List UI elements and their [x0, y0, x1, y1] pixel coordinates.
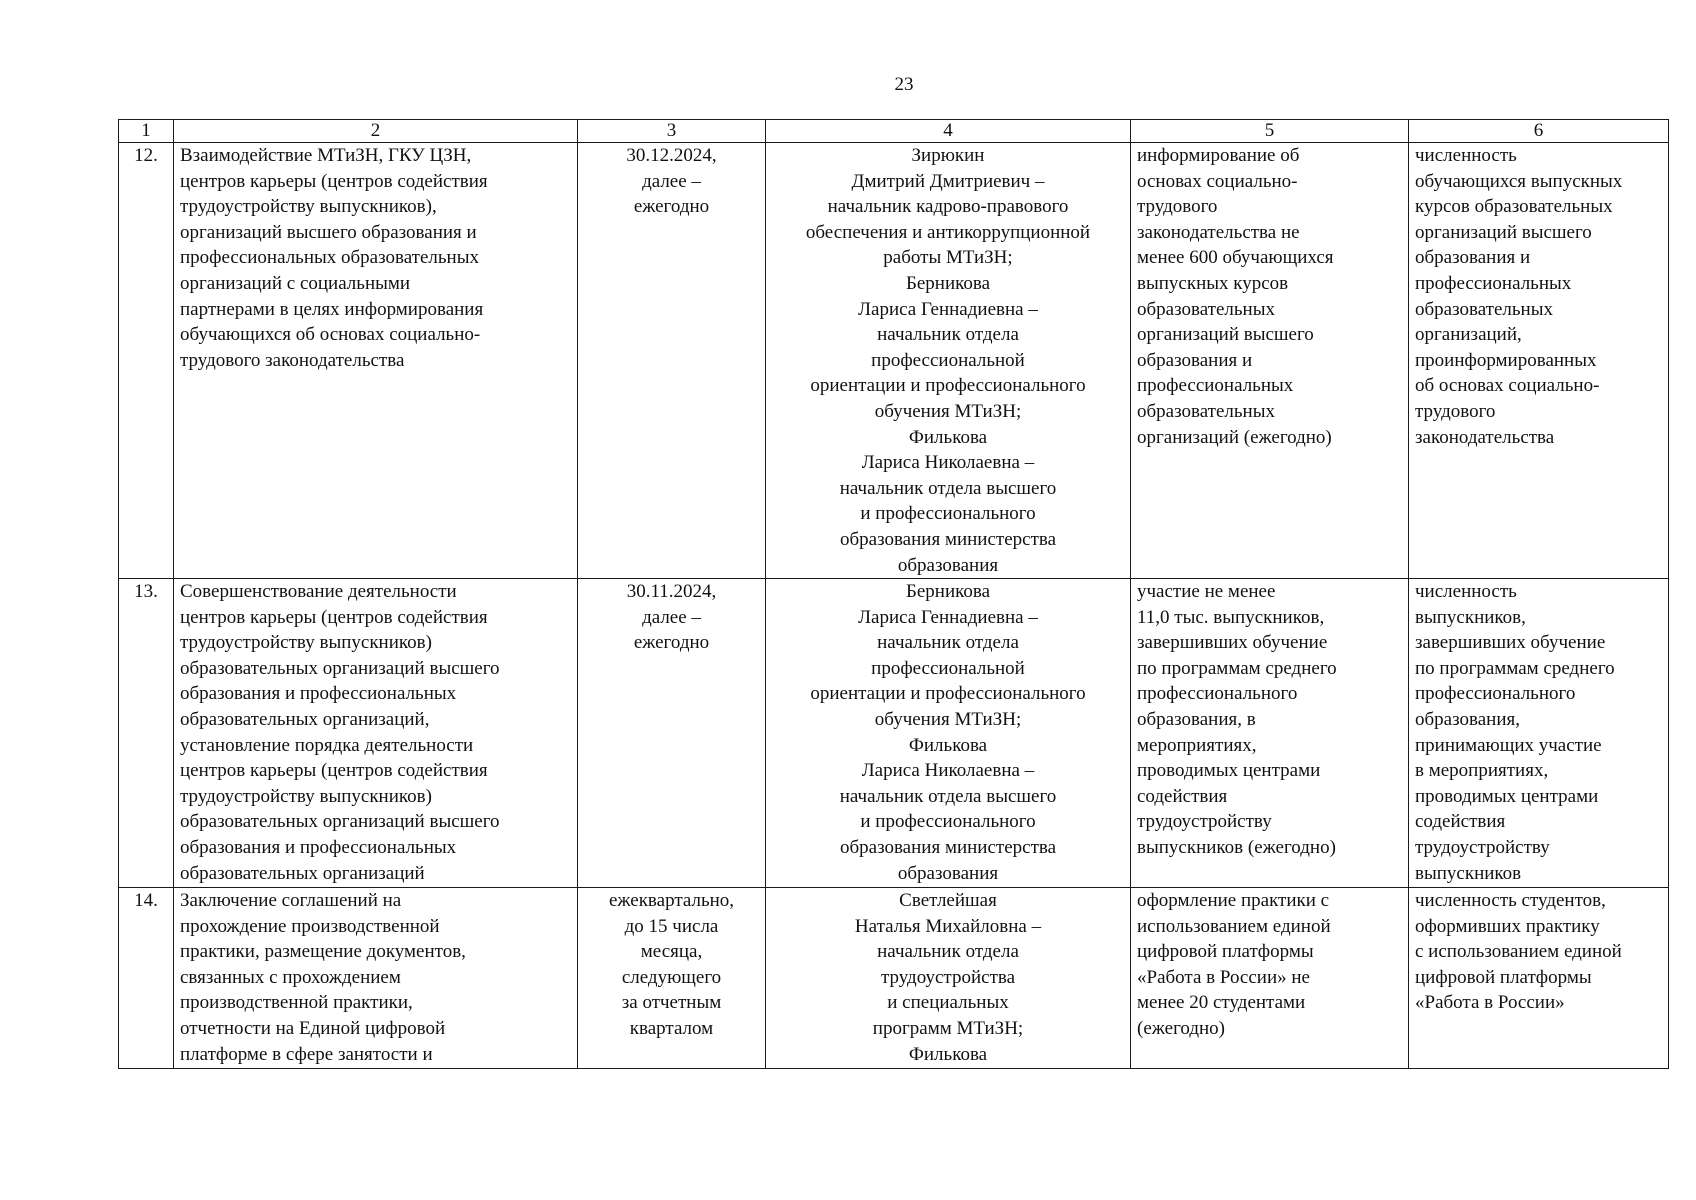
indicator-cell: численность обучающихся выпускных курсов образовательных организаций высшего образования и профессиональных образовательных организаций, проинформированных об основах социально- трудового законодательства [1409, 143, 1669, 579]
deadline-cell: ежеквартально, до 15 числа месяца, следующего за отчетным кварталом [578, 888, 766, 1069]
deadline-cell: 30.12.2024, далее – ежегодно [578, 143, 766, 579]
row-number: 13. [119, 579, 174, 888]
indicator-cell: численность выпускников, завершивших обучение по программам среднего профессионального образования, принимающих участие в мероприятиях, проводимых центрами содействия трудоустройству выпускников [1409, 579, 1669, 888]
table-row [119, 579, 1669, 888]
measures-table [118, 119, 1669, 1069]
header-cell: 3 [578, 120, 766, 143]
result-cell: оформление практики с использованием единой цифровой платформы «Работа в России» не менее 20 студентами (ежегодно) [1131, 888, 1409, 1069]
header-cell: 6 [1409, 120, 1669, 143]
row-number: 14. [119, 888, 174, 1069]
result-cell: участие не менее 11,0 тыс. выпускников, завершивших обучение по программам среднего профессионального образования, в мероприятиях, проводимых центрами содействия трудоустройству выпускников (ежегодно) [1131, 579, 1409, 888]
table-row [119, 143, 1669, 579]
responsible-cell: Берникова Лариса Геннадиевна – начальник отдела профессиональной ориентации и профессионального обучения МТиЗН; Филькова Лариса Николаевна – начальник отдела высшего и профессионального образования министерства образования [766, 579, 1131, 888]
activity-cell: Совершенствование деятельности центров карьеры (центров содействия трудоустройству выпускников) образовательных организаций высшего образования и профессиональных образовательных организаций, установление порядка деятельности центров карьеры (центров содействия трудоустройству выпускников) образовательных организаций высшего образования и профессиональных образовательных организаций [174, 579, 578, 888]
indicator-cell: численность студентов, оформивших практику с использованием единой цифровой платформы «Работа в России» [1409, 888, 1669, 1069]
responsible-cell: Зирюкин Дмитрий Дмитриевич – начальник кадрово-правового обеспечения и антикоррупционной работы МТиЗН; Берникова Лариса Геннадиевна – начальник отдела профессиональной ориентации и профессионального обучения МТиЗН; Филькова Лариса Николаевна – начальник отдела высшего и профессионального образования министерства образования [766, 143, 1131, 579]
activity-cell: Заключение соглашений на прохождение производственной практики, размещение документов, связанных с прохождением производственной практики, отчетности на Единой цифровой платформе в сфере занятости и [174, 888, 578, 1069]
header-row [119, 120, 1669, 143]
row-number: 12. [119, 143, 174, 579]
activity-cell: Взаимодействие МТиЗН, ГКУ ЦЗН, центров карьеры (центров содействия трудоустройству выпускников), организаций высшего образования и профессиональных образовательных организаций с социальными партнерами в целях информирования обучающихся об основах социально- трудового законодательства [174, 143, 578, 579]
header-cell: 2 [174, 120, 578, 143]
page-number: 23 [894, 74, 914, 95]
header-cell: 1 [119, 120, 174, 143]
header-cell: 5 [1131, 120, 1409, 143]
result-cell: информирование об основах социально- трудового законодательства не менее 600 обучающихся выпускных курсов образовательных организаций высшего образования и профессиональных образовательных организаций (ежегодно) [1131, 143, 1409, 579]
responsible-cell: Светлейшая Наталья Михайловна – начальник отдела трудоустройства и специальных программ МТиЗН; Филькова [766, 888, 1131, 1069]
header-cell: 4 [766, 120, 1131, 143]
deadline-cell: 30.11.2024, далее – ежегодно [578, 579, 766, 888]
table-row [119, 888, 1669, 1069]
